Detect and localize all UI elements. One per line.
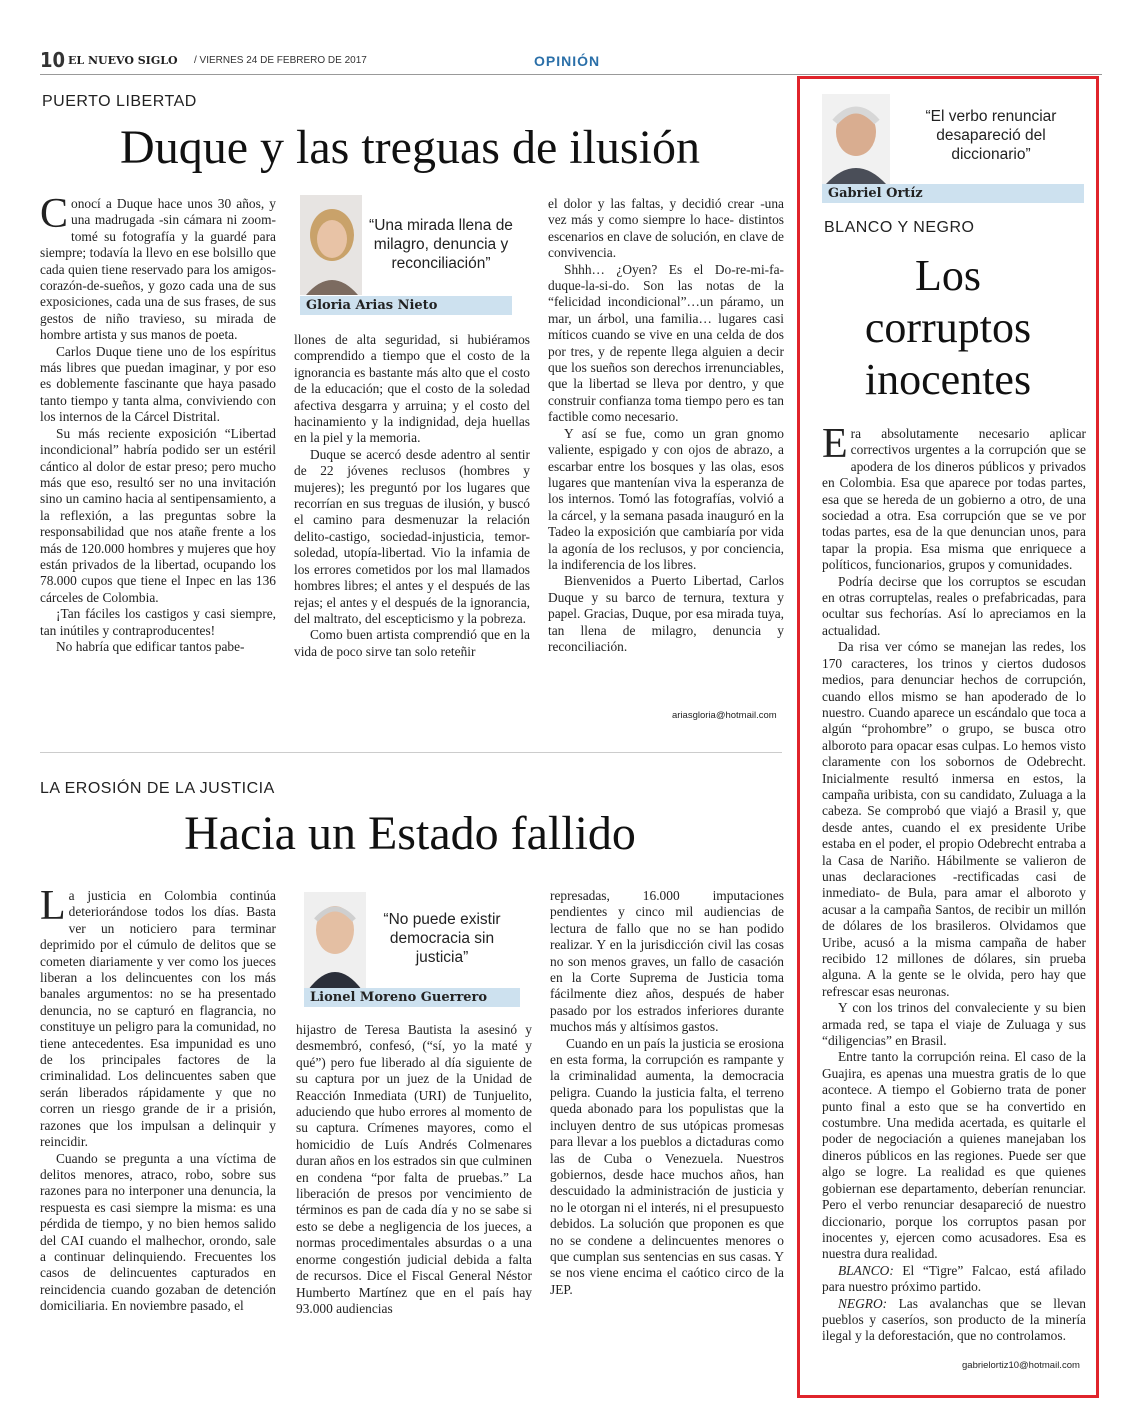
paragraph: Cuando se pregunta a una víctima de delitos menores, atraco, robo, sobre sus razones para no interponer una denuncia, la respuesta es casi siempre la misma: es una pérdida de tiempo, y no bien hemos salido del CAI cuando el malhechor, orondo, sale a continuar delinquiendo. Frecuentes los casos de delincuentes capturados en reincidencia cuando gozaban de detención domiciliaria. En noviembre pasado, el	[40, 1150, 276, 1314]
paragraph: Duque se acercó desde adentro al sentir de 22 jóvenes reclusos (hombres y mujeres); les preguntó por los lugares que recorrían en sus treguas de ilusión, y buscó el camino para desmenuzar la relación delito-castigo, sociedad-injusticia, temor-soledad, utopía-libertad. Vio la infamia de los errores cometidos por los mal llamados hombres libres; el antes y el después de las rejas; el antes y el después de la ignorancia, del maltrato, del escepticismo y la pobreza.	[294, 446, 530, 626]
portrait-icon	[300, 195, 362, 295]
page-header	[40, 48, 1100, 74]
paragraph: el dolor y las faltas, y decidió crear -una vez más y como siempre lo hace- distintos escenarios en clave de solución, en clave de convivencia.	[548, 196, 784, 261]
paragraph: represadas, 16.000 imputaciones pendientes y cinco mil audiencias de lectura de fallo que no se han podido realizar. Y en la jurisdicción civil las cosas no son menos graves, un fallo de casación en la Corte Suprema de Justicia toma fácilmente diez años, después de haber pasado por los estrados inferiores durante muchos más y altísimos gastos.	[550, 888, 784, 1035]
blanco-label: BLANCO:	[838, 1262, 894, 1278]
negro-text: Las avalanchas que se llevan pueblos y caseríos, son producto de la minería ilegal y la deforestación, que no controlamos.	[822, 1295, 1086, 1344]
header-date: / VIERNES 24 DE FEBRERO DE 2017	[194, 55, 367, 66]
paragraph: Da risa ver cómo se manejan las redes, los 170 caracteres, los trinos y ciertos dudosos medios, para denunciar hechos de corrupción, cuando ellos mismo se han apoderado de lo nuestro. Cuando aparece un escándalo que toca a algún “prohombre” o grupo, se busca otro alboroto para opacar esas culpas. Lo hemos visto claramente con los sobornos de Odebrecht. Inicialmente resultó inmersa en estos, la campaña uribista, con su candidato, Zuluaga a la cabeza. Se comprobó que viajó a Brasil y, que desde antes, cuando el ex presidente Uribe estaba en el poder, el propio Odebrecht entraba a la Casa de Nariño. Hábilmente se valieron de unas declaraciones -rectificadas casi de inmediato- de Bula, para amar el alboroto y acusar a la campaña Santos, de recibir un millón de dólares de los brasileros. Olvidamos que Uribe, acusó a la misma campaña de haber recibido 12 millones de dólares, sin prueba alguna. A la gente se le olvida, pero hay que refrescar esas neuronas.	[822, 639, 1086, 999]
article3-dropcap: E	[822, 421, 848, 467]
article1-column-3	[548, 196, 784, 655]
author-photo-gabriel	[822, 94, 890, 184]
headline-line: inocentes	[864, 355, 1032, 404]
article1-headline: Duque y las treguas de ilusión	[120, 121, 700, 174]
author-quote-lionel: “No puede existir democracia sin justicia”	[383, 911, 501, 966]
article2-column-1	[40, 883, 276, 1315]
headline-line: Los	[915, 251, 981, 300]
paragraph: Y así se fue, como un gran gnomo valiente, espigado y con ojos de abrazo, a escarbar entre los bosques y las olas, esos lugares que mantenían viva la esperanza de los internos. Tomó las fotografías, volvió a la cárcel, y la semana pasada inauguró en la Tadeo la exposición que cambiaría por vida la agonía de los reclusos, y por conciencia, la indiferencia de los libres.	[548, 425, 784, 572]
author-quote-gloria: “Una mirada llena de milagro, denuncia y reconciliación”	[369, 217, 513, 272]
paragraph: No habría que edificar tantos pabe-	[56, 638, 245, 654]
negro-paragraph	[822, 1296, 1086, 1345]
author-name-gloria: Gloria Arias Nieto	[300, 296, 512, 315]
paragraph: onocí a Duque hace unos 30 años, y una madrugada -sin cámara ni zoom- tomé su fotografía y la guardé para siempre; todavía la llevo en ese bolsillo que cada quien tiene reservado para los amigos-corazón-de-sueños, y gozo cada una de sus exposiciones, cada una de sus frases, de sus gestos de niño travieso, su mirada de hombre artista y sus manos de poeta.	[40, 196, 276, 343]
paragraph: Bienvenidos a Puerto Libertad, Carlos Duque y su barco de ternura, textura y papel. Gracias, Duque, por esa mirada tuya, tan llena de milagro, denuncia y reconciliación.	[548, 573, 784, 654]
paragraph: Cuando en un país la justicia se erosiona en esta forma, la corrupción es rampante y la criminalidad aumenta, la democracia peligra. Cuando la justicia falta, el terreno queda abonado para los populistas que la incluyen dentro de sus utópicas promesas para llevar a los pueblos a dictaduras como las de Cuba o Venezuela. Nuestros gobiernos, desde hace muchos años, han descuidado la administración de justicia y no le otorgan ni el interés, ni el presupuesto debidos. La solución que proponen es que no se condene a delincuentes menores o que cumplan sus sentencias en sus casas. Y se nos viene encima el caótico circo de la JEP.	[550, 1035, 784, 1297]
paragraph: Carlos Duque tiene uno de los espíritus más libres que puedan imaginar, y por eso es doblemente fascinante que haya pasado tanto tiempo y tanta alma, conviviendo con los internos de la Cárcel Distrital.	[40, 343, 276, 425]
article1-column-1	[40, 191, 276, 655]
header-rule	[40, 74, 1102, 75]
paragraph: ¡Tan fáciles los castigos y casi siempre, tan inútiles y contraproducentes!	[40, 606, 276, 638]
blanco-paragraph	[822, 1263, 1086, 1296]
article1-email: ariasgloria@hotmail.com	[672, 710, 777, 721]
article3-email: gabrielortiz10@hotmail.com	[962, 1360, 1080, 1371]
article3-kicker: BLANCO Y NEGRO	[824, 219, 975, 236]
article1-dropcap: C	[40, 191, 69, 237]
headline-line: corruptos	[864, 303, 1032, 352]
page-number: 10	[40, 48, 66, 72]
article3-headline	[812, 250, 1084, 406]
article2-column-2	[296, 1022, 532, 1317]
article2-headline: Hacia un Estado fallido	[184, 807, 636, 860]
author-quote-gabriel: “El verbo renunciar desapareció del diccionario”	[925, 108, 1057, 163]
section-label: OPINIÓN	[534, 53, 601, 69]
negro-label: NEGRO:	[838, 1295, 888, 1311]
portrait-icon	[822, 94, 890, 184]
blanco-text: El “Tigre” Falcao, está afilado para nuestro próximo partido.	[822, 1262, 1086, 1295]
article3-body	[822, 421, 1086, 1345]
author-photo-lionel	[304, 892, 366, 990]
paragraph: Podría decirse que los corruptos se escudan en otras corruptelas, reales o prefabricadas, para ocultar sus fechorías. Así lo apreciamos en la actualidad.	[822, 573, 1086, 638]
portrait-icon	[304, 892, 366, 990]
paragraph: Y con los trinos del convaleciente y su bien armada red, se tapa el viaje de Zuluaga y sus “diligencias” en Brasil.	[822, 1000, 1086, 1049]
article1-column-2	[294, 332, 530, 660]
paragraph: hijastro de Teresa Bautista la asesinó y desmembró, confesó, (“sí, yo la maté y qué”) pero fue liberado al día siguiente de su captura por un juez de la Unidad de Reacción Inmediata (URI) de Tunjuelito, aduciendo que hubo errores al momento de su captura. Crímenes mayores, como el homicidio de Luís Andrés Colmenares duran años en los estrados sin que culminen en condena “por falta de pruebas.” La liberación de presos por vencimiento de términos es pan de cada día y no se sabe si esto se debe a negligencia de los jueces, a normas procedimentales absurdas o a una enorme congestión judicial debida a falta de recursos. Dice el Fiscal General Néstor Humberto Martínez que en el país hay 93.000 audiencias	[296, 1022, 532, 1316]
paragraph: a justicia en Colombia continúa deteriorándose todos los días. Basta ver un noticiero para terminar deprimido por el cúmulo de delitos que se cometen diariamente y ver como los jueces liberan a los delincuentes con los más banales argumentos: no se ha presentado denuncia, no se capturó en flagrancia, no constituye un peligro para la comunidad, no tiene antecedentes. Esa impunidad es uno de los principales factores de la criminalidad. Los delincuentes saben que serán liberados rápidamente y que no corren un riesgo grande de ir a prisión, razones que los impulsan a delinquir y reincidir.	[40, 888, 276, 1150]
author-name-lionel: Lionel Moreno Guerrero	[304, 988, 520, 1007]
paragraph: ra absolutamente necesario aplicar correctivos urgentes a la corrupción que se apodera de los dineros públicos y privados en Colombia. Esa que aparece por todas partes, esa que se hereda de un gobierno a otro, de una sociedad a otra. Esa corrupción que se ve por todas partes, esa de la que denuncian unos, para tapar la propia. Esa misma que enriquece a políticos, funcionarios, grupos y comunidades.	[822, 426, 1086, 573]
paper-name: EL NUEVO SIGLO	[68, 54, 178, 67]
paragraph: llones de alta seguridad, si hubiéramos comprendido a tiempo que el costo de la ignorancia es bastante más alto que el costo de la educación; que el costo de la soledad afectiva desgarra y arruina; y el costo del hacinamiento y la indignidad, deja huellas en la piel y la memoria.	[294, 332, 530, 446]
paragraph: Su más reciente exposición “Libertad incondicional” habría podido ser un estéril cántico al dolor de estar preso; pero mucho más que eso, resultó ser no una invitación sino un camino hacia al sentipensamiento, a la reflexión, a las preguntas sobre la responsabilidad que nos atañe frente a los más de 120.000 hombres y mujeres que hoy están privados de la libertad, ocupando los 78.000 cupos que tiene el Inpec en las 136 cárceles de Colombia.	[40, 425, 276, 605]
section-divider	[40, 752, 782, 753]
author-name-gabriel: Gabriel Ortíz	[822, 184, 1084, 203]
author-photo-gloria	[300, 195, 362, 295]
paragraph: Entre tanto la corrupción reina. El caso de la Guajira, es apenas una muestra gratis de lo que acontece. A tiempo el Gobierno trata de poner punto final a esto que se ha convertido en costumbre. Una medida acertada, es quitarle el poder de negociación a quienes manejaban los dineros públicos en las regiones. Puede ser que algo se logre. La realidad es que quienes gobiernan ese departamento, deberían renunciar. Pero el verbo renunciar desapareció de nuestro diccionario, porque los corruptos pasan por inocentes y, ejercen como acusadores. Esa es nuestra dura realidad.	[822, 1049, 1086, 1262]
paragraph: Shhh… ¿Oyen? Es el Do-re-mi-fa-duque-la-si-do. Son las notas de la “felicidad incondicional”…un páramo, un mar, un árbol, una familia… lugares casi míticos cuando se vive en una celda de dos por tres, y de repente llega alguien a decir que los sueños son derechos irrenunciables, que la libertad se lleva por dentro, y que construir confianza toma tiempo pero es tan factible como necesario.	[548, 261, 784, 425]
article2-dropcap: L	[40, 883, 66, 929]
article1-kicker: PUERTO LIBERTAD	[42, 93, 197, 110]
paragraph: Como buen artista comprendió que en la vida de poco sirve tan solo reteñir	[294, 627, 530, 659]
article2-kicker: LA EROSIÓN DE LA JUSTICIA	[40, 780, 275, 797]
article2-column-3	[550, 888, 784, 1298]
